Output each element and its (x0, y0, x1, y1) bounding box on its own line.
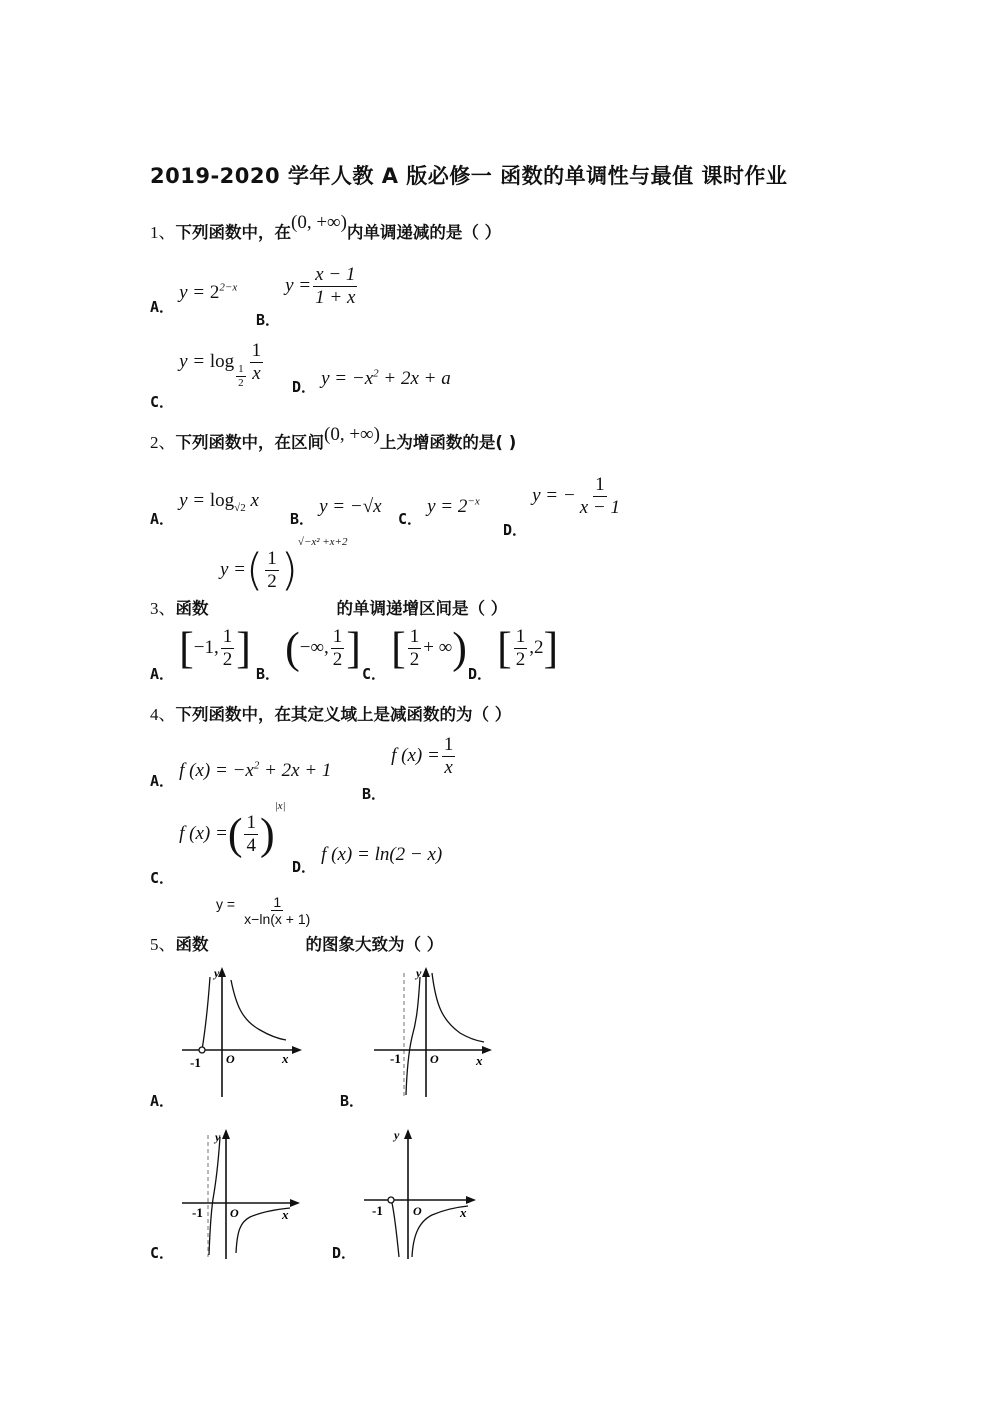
question-1-stem: 1、下列函数中，在(0, +∞)内单调递减的是（ ） (150, 212, 502, 242)
question-3-stem: 3、函数 的单调递增区间是（ ） (150, 599, 508, 618)
svg-text:y: y (215, 1130, 221, 1144)
q5-option-a-label: A． (150, 1092, 175, 1110)
svg-text:x: x (460, 1205, 467, 1220)
svg-text:O: O (430, 1052, 439, 1066)
svg-text:y: y (416, 966, 422, 980)
q3-option-a[interactable]: A． [−1, $\frac{1}{2}$ ] (150, 623, 251, 683)
question-5-stem: 5、函数 的图象大致为（ ） (150, 935, 444, 954)
svg-text:O: O (413, 1204, 422, 1218)
q1-option-c[interactable]: C． y = log $\frac{1}{2}$ $\frac{1}{x}$ (150, 340, 262, 411)
interval: (0, +∞) (324, 424, 380, 445)
page-title: 2019-2020 学年人教 A 版必修一 函数的单调性与最值 课时作业 (150, 164, 788, 188)
svg-text:O: O (226, 1052, 235, 1066)
q3-option-b[interactable]: B． (−∞, $\frac{1}{2}$ ] (256, 623, 361, 683)
svg-text:x: x (282, 1051, 289, 1066)
interval: (0, +∞) (291, 212, 347, 233)
q2-option-a[interactable]: A． $y = \log_{√2} x$ (150, 490, 259, 528)
q5-option-d-label: D． (332, 1244, 357, 1262)
svg-text:-1: -1 (372, 1203, 383, 1218)
svg-text:O: O (230, 1206, 239, 1220)
q4-option-b[interactable]: B． f (x) = $\frac{1}{x}$ (362, 734, 454, 803)
q2-option-b[interactable]: B． y = −√x (290, 496, 382, 528)
q2-option-d[interactable]: D． y = − $\frac{1}{x - 1}$ (503, 474, 620, 539)
svg-text:y: y (394, 1128, 400, 1142)
graph-c[interactable] (180, 1127, 305, 1266)
question-2-stem: 2、下列函数中，在区间(0, +∞)上为增函数的是( ) (150, 424, 517, 452)
q3-option-d[interactable]: D． [ $\frac{1}{2}$ ,2] (468, 623, 559, 683)
graph-a[interactable] (180, 965, 305, 1104)
q4-option-d[interactable]: D． f (x) = ln(2 − x) (292, 844, 443, 876)
question-4-stem: 4、下列函数中，在其定义域上是减函数的为（ ） (150, 705, 512, 724)
q5-function: y = $\frac{1}{x-\ln(x + 1)}$ (216, 894, 311, 928)
graph-d[interactable] (362, 1127, 487, 1266)
q1-option-b[interactable]: B． y = $\frac{x - 1}{1 + x}$ (256, 264, 356, 329)
svg-text:x: x (476, 1053, 483, 1068)
q3-option-c[interactable]: C． [ $\frac{1}{2}$ + ∞) (362, 623, 467, 683)
q5-option-b-label: B． (340, 1092, 365, 1110)
q1-option-d[interactable]: D． $y = -x^2 + 2x + a$ (292, 368, 451, 397)
svg-text:y: y (214, 966, 220, 980)
svg-text:-1: -1 (390, 1051, 401, 1066)
q3-function: y =( $\frac{1}{2}$ )$^{√-x^2 +x+2}$ (220, 535, 348, 596)
q4-option-a[interactable]: A． f $(x) = -x^2 + 2x + 1$ (150, 760, 332, 791)
question-number: 1、 (150, 223, 176, 242)
svg-text:-1: -1 (190, 1055, 201, 1070)
q2-option-c[interactable]: C． $y = 2^{-x}$ (398, 496, 480, 529)
q4-option-c[interactable]: C． f (x) =( $\frac{1}{4}$ )$^{|x|}$ (150, 800, 286, 887)
q1-option-a[interactable]: A． $y = 2^{2-x}$ (150, 282, 238, 317)
svg-text:x: x (282, 1207, 289, 1222)
q5-option-c-label: C． (150, 1244, 175, 1262)
graph-b[interactable] (372, 965, 497, 1104)
svg-text:-1: -1 (192, 1205, 203, 1220)
